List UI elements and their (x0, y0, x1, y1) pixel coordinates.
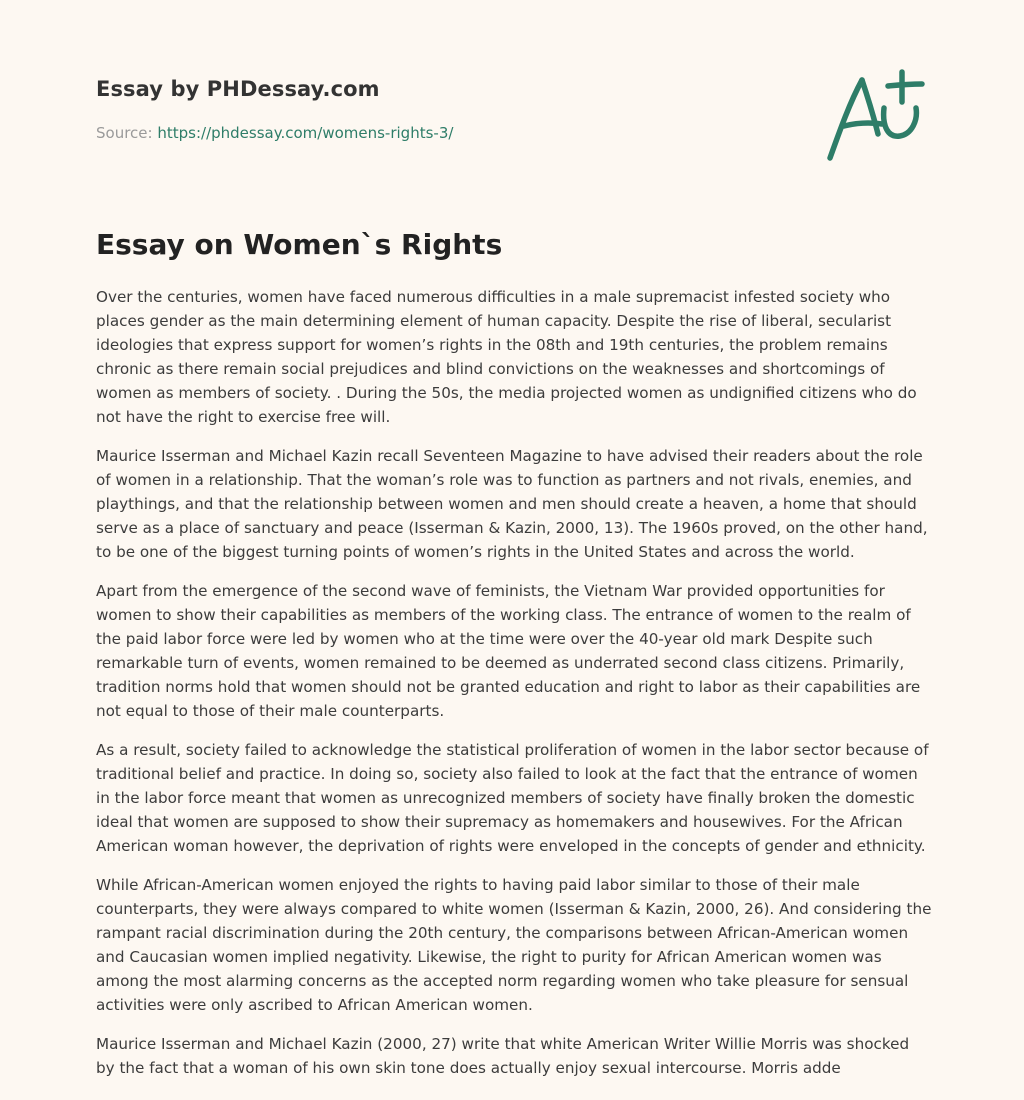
site-brand: Essay by PHDessay.com (96, 77, 380, 101)
essay-body (96, 285, 932, 1095)
essay-paragraph: Over the centuries, women have faced numerous difficulties in a male supremacist infested society who places gender as the main determining element of human capacity. Despite the rise of liberal, secularist ideologies that express support for women’s rights in the 08th and 19th centuries, the problem remains chronic as there remain social prejudices and blind convictions on the weaknesses and shortcomings of women as members of society. . During the 50s, the media projected women as undignified citizens who do not have the right to exercise free will. (96, 288, 917, 426)
essay-paragraph: Apart from the emergence of the second wave of feminists, the Vietnam War provided opportunities for women to show their capabilities as members of the working class. The entrance of women to the realm of the paid labor force were led by women who at the time were over the 40-year old mark Despite such remarkable turn of events, women remained to be deemed as underrated second class citizens. Primarily, tradition norms hold that women should not be granted education and right to labor as their capabilities are not equal to those of their male counterparts. (96, 582, 921, 720)
source-line (96, 124, 453, 142)
a-plus-logo-icon (826, 68, 926, 164)
source-label: Source: (96, 124, 153, 142)
essay-title: Essay on Women`s Rights (96, 228, 503, 261)
source-link[interactable]: https://phdessay.com/womens-rights-3/ (157, 124, 454, 142)
essay-paragraph: While African-American women enjoyed the rights to having paid labor similar to those of their male counterparts, they were always compared to white women (Isserman & Kazin, 2000, 26). And considering the rampant racial discrimination during the 20th century, the comparisons between African-American women and Caucasian women implied negativity. Likewise, the right to purity for African American women was among the most alarming concerns as the accepted norm regarding women who take pleasure for sensual activities were only ascribed to African American women. (96, 876, 932, 1014)
essay-paragraph: Maurice Isserman and Michael Kazin recall Seventeen Magazine to have advised their readers about the role of women in a relationship. That the woman’s role was to function as partners and not rivals, enemies, and playthings, and that the relationship between women and men should create a heaven, a home that should serve as a place of sanctuary and peace (Isserman & Kazin, 2000, 13). The 1960s proved, on the other hand, to be one of the biggest turning points of women’s rights in the United States and across the world. (96, 447, 928, 561)
essay-paragraph: Maurice Isserman and Michael Kazin (2000, 27) write that white American Writer Willie Morris was shocked by the fact that a woman of his own skin tone does actually enjoy sexual intercourse. Morris adde (96, 1035, 910, 1077)
essay-paragraph: As a result, society failed to acknowledge the statistical proliferation of women in the labor sector because of traditional belief and practice. In doing so, society also failed to look at the fact that the entrance of women in the labor force meant that women as unrecognized members of society have finally broken the domestic ideal that women are supposed to show their supremacy as homemakers and housewives. For the African American woman however, the deprivation of rights were enveloped in the concepts of gender and ethnicity. (96, 741, 929, 855)
